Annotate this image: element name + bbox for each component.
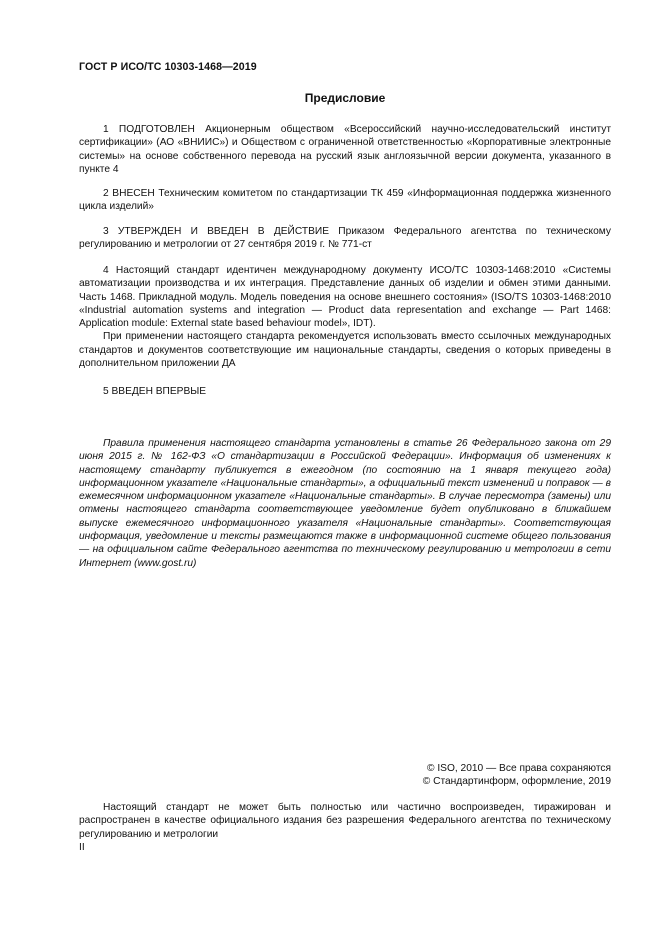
- foreword-item-2-text: 2 ВНЕСЕН Техническим комитетом по стандартизации ТК 459 «Информационная поддержка жизненного цикла изделий»: [79, 188, 611, 213]
- reproduction-notice: [79, 801, 611, 841]
- foreword-item-5-text: 5 ВВЕДЕН ВПЕРВЫЕ: [103, 386, 207, 397]
- standard-id-header: ГОСТ Р ИСО/ТС 10303-1468—2019: [79, 61, 257, 73]
- foreword-item-3: [79, 225, 611, 252]
- copyright-block: [423, 762, 611, 789]
- page-title: Предисловие: [304, 91, 386, 105]
- foreword-item-4-text: 4 Настоящий стандарт идентичен международному документу ИСО/ТС 10303-1468:2010 «Системы автоматизации производства и их интеграция. Представление данных об изделии и обмен этими данными. Часть 1468. Прикладной модуль. Модель поведения на основе внешнего состояния» (ISO/TS 10303-1468:2010 «Industrial automation systems and integration — Product data representation and exchange — Part 1468: Application module: External state based behaviour model», IDT).: [79, 265, 611, 330]
- rules-notice: [79, 437, 611, 570]
- foreword-item-4: [79, 264, 611, 370]
- foreword-item-1-text: 1 ПОДГОТОВЛЕН Акционерным обществом «Всероссийский научно-исследовательский институт сертификации» (АО «ВНИИС») и Обществом с ограниченной ответственностью «Корпоративные электронные системы» на основе собственного перевода на русский язык англоязычной версии документа, указанного в пункте 4: [79, 124, 611, 175]
- copyright-iso: © ISO, 2010 — Все права сохраняются: [427, 763, 611, 774]
- reproduction-notice-text: Настоящий стандарт не может быть полностью или частично воспроизведен, тиражирован и распространен в качестве официального издания без разрешения Федерального агентства по техническому регулированию и метрологии: [79, 802, 611, 840]
- rules-notice-text: Правила применения настоящего стандарта установлены в статье 26 Федерального закона от 29 июня 2015 г. № 162-ФЗ «О стандартизации в Российской Федерации». Информация об изменениях к настоящему стандарту публикуется в ежегодном (по состоянию на 1 января текущего года) информационном указателе «Национальные стандарты», а официальный текст изменений и поправок — в ежемесячном информационном указателе «Национальные стандарты». В случае пересмотра (замены) или отмены настоящего стандарта соответствующее уведомление будет опубликовано в ближайшем выпуске ежемесячного информационного указателя «Национальные стандарты». Соответствующая информация, уведомление и тексты размещаются также в информационной системе общего пользования — на официальном сайте Федерального агентства по техническому регулированию и метрологии в сети Интернет (www.gost.ru): [79, 438, 611, 569]
- foreword-item-1: [79, 123, 611, 176]
- foreword-item-2: [79, 187, 611, 214]
- foreword-item-4-note: При применении настоящего стандарта рекомендуется использовать вместо ссылочных международных стандартов и документов соответствующие им национальные стандарты, сведения о которых приведены в дополнительном приложении ДА: [79, 331, 611, 370]
- foreword-item-5: [79, 385, 611, 398]
- copyright-standartinform: © Стандартинформ, оформление, 2019: [422, 776, 611, 788]
- foreword-item-3-text: 3 УТВЕРЖДЕН И ВВЕДЕН В ДЕЙСТВИЕ Приказом Федерального агентства по техническому регулированию и метрологии от 27 сентября 2019 г. № 771-ст: [79, 226, 611, 251]
- page-number: II: [79, 842, 85, 853]
